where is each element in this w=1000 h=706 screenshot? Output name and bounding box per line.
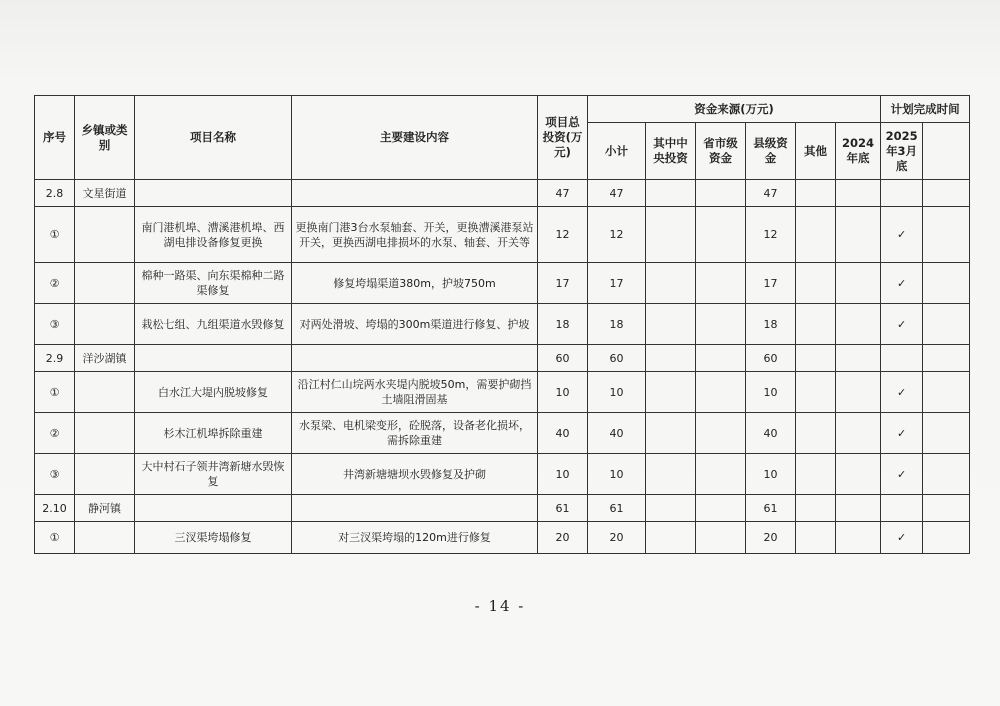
row-central [646,454,696,495]
row-subtotal: 40 [588,413,646,454]
row-provincial [696,304,746,345]
row-subtotal: 10 [588,372,646,413]
row-content: 对两处滑坡、垮塌的300m渠道进行修复、护坡 [292,304,538,345]
row-county: 47 [746,180,796,207]
header-subtotal: 小计 [588,123,646,180]
row-county: 10 [746,372,796,413]
row-central [646,345,696,372]
row-remark [923,345,970,372]
row-remark [923,454,970,495]
row-central [646,413,696,454]
row-2025: ✓ [881,304,923,345]
table-row [35,495,970,522]
table-row [35,345,970,372]
row-seq: ③ [35,304,75,345]
row-2024 [836,304,881,345]
row-town: 洋沙湖镇 [75,345,135,372]
header-provincial: 省市级资金 [696,123,746,180]
row-town: 文星街道 [75,180,135,207]
table-row [35,522,970,554]
row-county: 40 [746,413,796,454]
row-town [75,372,135,413]
row-provincial [696,522,746,554]
row-town [75,263,135,304]
row-2024 [836,413,881,454]
row-content: 修复垮塌渠道380m，护坡750m [292,263,538,304]
header-2024: 2024年底 [836,123,881,180]
row-2024 [836,522,881,554]
row-other [796,345,836,372]
row-county: 18 [746,304,796,345]
row-total: 17 [538,263,588,304]
row-project-name: 白水江大堤内脱坡修复 [135,372,292,413]
table-row [35,372,970,413]
row-provincial [696,413,746,454]
row-project-name: 棉种一路渠、向东渠棉种二路渠修复 [135,263,292,304]
header-central: 其中中央投资 [646,123,696,180]
row-project-name: 栽松七组、九组渠道水毁修复 [135,304,292,345]
header-total: 项目总投资(万元) [538,96,588,180]
row-2024 [836,372,881,413]
row-total: 47 [538,180,588,207]
row-subtotal: 12 [588,207,646,263]
row-total: 18 [538,304,588,345]
row-2025 [881,180,923,207]
header-other: 其他 [796,123,836,180]
row-seq: ① [35,522,75,554]
row-total: 20 [538,522,588,554]
row-content [292,180,538,207]
row-2025 [881,495,923,522]
row-2025: ✓ [881,454,923,495]
row-provincial [696,180,746,207]
row-total: 12 [538,207,588,263]
row-seq: ② [35,413,75,454]
row-town [75,454,135,495]
row-county: 60 [746,345,796,372]
header-funding: 资金来源(万元) [588,96,881,123]
row-other [796,304,836,345]
row-project-name: 杉木江机埠拆除重建 [135,413,292,454]
row-other [796,263,836,304]
row-content: 沿江村仁山垸两水夹堤内脱坡50m，需要护砌挡土墙阻滑固基 [292,372,538,413]
row-2025: ✓ [881,522,923,554]
row-seq: 2.10 [35,495,75,522]
row-remark [923,413,970,454]
row-total: 60 [538,345,588,372]
row-seq: 2.9 [35,345,75,372]
row-2025: ✓ [881,207,923,263]
row-remark [923,372,970,413]
row-total: 61 [538,495,588,522]
row-2024 [836,495,881,522]
row-other [796,207,836,263]
row-provincial [696,263,746,304]
row-central [646,207,696,263]
row-content: 更换南门港3台水泵轴套、开关，更换漕溪港泵站开关，更换西湖电排损坏的水泵、轴套、开关等 [292,207,538,263]
row-provincial [696,372,746,413]
row-town [75,522,135,554]
row-central [646,522,696,554]
row-content [292,345,538,372]
row-project-name: 大中村石子领井湾新塘水毁恢复 [135,454,292,495]
row-other [796,180,836,207]
row-provincial [696,495,746,522]
table-row [35,413,970,454]
row-content [292,495,538,522]
row-seq: ① [35,372,75,413]
row-remark [923,180,970,207]
row-project-name [135,345,292,372]
row-content: 井湾新塘塘坝水毁修复及护砌 [292,454,538,495]
row-2025 [881,345,923,372]
row-other [796,372,836,413]
row-subtotal: 47 [588,180,646,207]
table-row [35,207,970,263]
row-other [796,495,836,522]
row-other [796,413,836,454]
row-subtotal: 18 [588,304,646,345]
header-2025: 2025年3月底 [881,123,923,180]
row-content: 水泵梁、电机梁变形，砼脱落，设备老化损坏，需拆除重建 [292,413,538,454]
row-central [646,372,696,413]
row-remark [923,495,970,522]
table-row [35,263,970,304]
row-seq: ③ [35,454,75,495]
row-county: 61 [746,495,796,522]
row-town [75,304,135,345]
row-county: 17 [746,263,796,304]
row-other [796,454,836,495]
row-town [75,413,135,454]
row-provincial [696,207,746,263]
row-provincial [696,454,746,495]
row-project-name: 三汊渠垮塌修复 [135,522,292,554]
header-plan: 计划完成时间 [881,96,970,123]
row-central [646,180,696,207]
row-seq: ① [35,207,75,263]
row-town: 静河镇 [75,495,135,522]
table-row [35,454,970,495]
row-remark [923,522,970,554]
row-2025: ✓ [881,263,923,304]
row-subtotal: 17 [588,263,646,304]
row-2024 [836,207,881,263]
table-row [35,180,970,207]
row-total: 40 [538,413,588,454]
row-remark [923,263,970,304]
row-seq: ② [35,263,75,304]
header-county: 县级资金 [746,123,796,180]
row-subtotal: 10 [588,454,646,495]
row-town [75,207,135,263]
row-subtotal: 61 [588,495,646,522]
row-seq: 2.8 [35,180,75,207]
row-content: 对三汊渠垮塌的120m进行修复 [292,522,538,554]
row-county: 12 [746,207,796,263]
row-2025: ✓ [881,372,923,413]
row-central [646,304,696,345]
row-project-name: 南门港机埠、漕溪港机埠、西湖电排设备修复更换 [135,207,292,263]
page-number: - 14 - [474,597,526,615]
row-total: 10 [538,372,588,413]
row-total: 10 [538,454,588,495]
header-content: 主要建设内容 [292,96,538,180]
header-project-name: 项目名称 [135,96,292,180]
row-central [646,263,696,304]
row-subtotal: 60 [588,345,646,372]
row-2024 [836,180,881,207]
header-seq: 序号 [35,96,75,180]
row-2024 [836,454,881,495]
row-project-name [135,180,292,207]
row-other [796,522,836,554]
row-remark [923,207,970,263]
row-2025: ✓ [881,413,923,454]
row-2024 [836,345,881,372]
row-central [646,495,696,522]
header-town: 乡镇或类别 [75,96,135,180]
row-subtotal: 20 [588,522,646,554]
row-remark [923,304,970,345]
table-row [35,304,970,345]
row-2024 [836,263,881,304]
row-provincial [696,345,746,372]
row-project-name [135,495,292,522]
project-table [34,95,970,554]
row-county: 10 [746,454,796,495]
row-county: 20 [746,522,796,554]
